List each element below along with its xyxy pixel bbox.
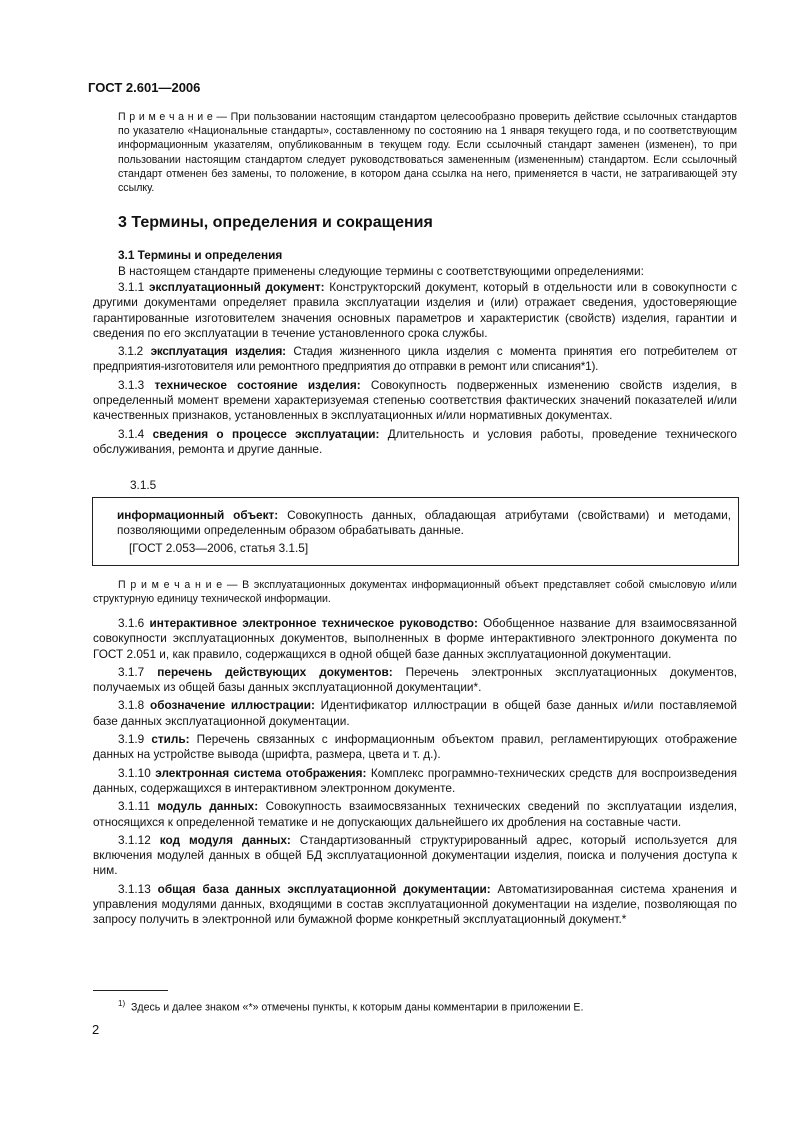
terms-list-2	[93, 616, 737, 928]
term-entry: 3.1.4 сведения о процессе эксплуатации: Длительность и условия работы, проведение технического обслуживания, ремонта и другие данные.	[93, 426, 737, 456]
term-name: электронная система отображения:	[155, 765, 367, 780]
terms-list-1	[93, 280, 737, 457]
term-definition: Совокупность подверженных изменению свойств изделия, в определенный момент времени характеризуемая степенью соответствия фактических значений показателей и/или качественных признаков, установленных в эксплуатационных и/или нормативных документах.	[93, 377, 737, 423]
term-name: сведения о процессе эксплуатации:	[152, 426, 380, 441]
term-name: код модуля данных:	[159, 832, 291, 847]
footnote	[118, 997, 737, 1015]
term-name: общая база данных эксплуатационной документации:	[157, 881, 491, 896]
note-text: — При пользовании настоящим стандартом целесообразно проверить действие ссылочных стандартов по указателю «Национальные стандарты», составленному по состоянию на 1 января текущего года, и по соответствующим информационным указателям, опубликованным в текущем году. Если ссылочный стандарт заменен (изменен), то при пользовании настоящим стандартом следует руководствоваться замененным (измененным) стандартом. Если ссылочный стандарт отменен без замены, то положение, в котором дана ссылка на него, применяется в части, не затрагивающей эту ссылку.	[118, 111, 737, 195]
term-definition: Совокупность данных, обладающая атрибутами (свойствами) и методами, позволяющими определенным образом обрабатывать данные.	[117, 508, 731, 538]
term-entry: 3.1.2 эксплуатация изделия: Стадия жизненного цикла изделия с момента принятия его потребителем от предприятия-изготовителя или ремонтного предприятия до отправки в ремонт или списания*1).	[93, 344, 737, 374]
term-source-reference: [ГОСТ 2.053—2006, статья 3.1.5]	[129, 541, 309, 555]
footnote-mark: 1)	[118, 999, 126, 1008]
term-entry: 3.1.9 стиль: Перечень связанных с информационным объектом правил, регламентирующих отображение данных на устройстве вывода (шрифта, размера, цвета и т. д.).	[93, 732, 738, 762]
note-label: П р и м е ч а н и е	[118, 111, 213, 123]
term-number-315: 3.1.5	[130, 478, 157, 492]
term-definition: Стандартизованный структурированный адрес, который используется для включения модулей данных в общей БД эксплуатационной документации изделия, поиска и получения доступа к ним.	[93, 832, 737, 878]
subsection-intro: В настоящем стандарте применены следующие термины с соответствующими определениями:	[118, 264, 644, 278]
term-name: техническое состояние изделия:	[154, 377, 361, 392]
term-name: интерактивное электронное техническое руководство:	[149, 616, 478, 630]
note-label: П р и м е ч а н и е	[118, 579, 223, 591]
document-header: ГОСТ 2.601—2006	[88, 80, 201, 95]
term-definition: Перечень связанных с информационным объектом правил, регламентирующих отображение данных на устройстве вывода (шрифта, размера, цвета и т. д.).	[93, 732, 738, 762]
note-text: — В эксплуатационных документах информационный объект представляет собой смысловую и/или структурную единицу технической информации.	[93, 579, 737, 606]
term-name: эксплуатация изделия:	[150, 344, 286, 359]
term-name: обозначение иллюстрации:	[150, 698, 315, 713]
term-entry: 3.1.1 эксплуатационный документ: Конструкторский документ, который в отдельности или в совокупности с другими документами определяет правила эксплуатации изделия и (или) отражает сведения, удостоверяющие гарантированные изготовителем значения основных параметров и характеристик (свойств) изделия, гарантии и сведения по его эксплуатации в течение установленного срока службы.	[93, 280, 738, 340]
term-entry: 3.1.6 интерактивное электронное техническое руководство: Обобщенное название для взаимосвязанной совокупности эксплуатационных документов, выполненных в форме интерактивного электронного документа по ГОСТ 2.051 и, как правило, содержащихся в одной общей базе данных эксплуатационной документации.	[93, 616, 737, 661]
term-entry: 3.1.3 техническое состояние изделия: Совокупность подверженных изменению свойств изделия, в определенный момент времени характеризуемая степенью соответствия фактических значений показателей и/или качественных признаков, установленных в эксплуатационных и/или нормативных документах.	[93, 377, 737, 423]
note-reference-standards	[118, 110, 737, 195]
term-entry: 3.1.11 модуль данных: Совокупность взаимосвязанных технических сведений по эксплуатации изделия, относящихся к определенной тематике и не допускающих дальнейшего их дробления на составные части.	[93, 799, 738, 829]
section-title: 3 Термины, определения и сокращения	[118, 214, 433, 231]
term-definition: Автоматизированная система хранения и управления модулями данных, входящими в состав эксплуатационной документации на изделие, позволяющая по запросу получить в электронной или бумажной форме конкретный эксплуатационный документ.*	[93, 881, 738, 927]
term-entry: 3.1.12 код модуля данных: Стандартизованный структурированный адрес, который используется для включения модулей данных в общей БД эксплуатационной документации изделия, поиска и получения доступа к ним.	[93, 832, 737, 878]
term-name: информационный объект:	[117, 508, 279, 522]
term-entry: 3.1.13 общая база данных эксплуатационной документации: Автоматизированная система хранения и управления модулями данных, входящими в состав эксплуатационной документации на изделие, позволяющая по запросу получить в электронной или бумажной форме конкретный эксплуатационный документ.*	[93, 881, 738, 927]
term-name: стиль:	[151, 732, 190, 747]
quoted-term-text	[117, 508, 731, 539]
term-definition: Длительность и условия работы, проведение технического обслуживания, ремонта и другие данные.	[93, 426, 737, 456]
footnote-divider	[93, 990, 168, 991]
note-information-object	[93, 578, 737, 606]
term-name: модуль данных:	[157, 799, 259, 814]
subsection-title: 3.1 Термины и определения	[118, 248, 283, 262]
quoted-term-box	[92, 497, 739, 566]
footnote-text: Здесь и далее знаком «*» отмечены пункты, к которым даны комментарии в приложении Е.	[131, 1001, 584, 1014]
term-definition: Обобщенное название для взаимосвязанной совокупности эксплуатационных документов, выполненных в форме интерактивного электронного документа по ГОСТ 2.051 и, как правило, содержащихся в одной общей базе данных эксплуатационной документации.	[93, 616, 737, 661]
term-definition: Конструкторский документ, который в отдельности или в совокупности с другими документами определяет правила эксплуатации изделия и (или) отражает сведения, удостоверяющие гарантированные изготовителем значения основных параметров и характеристик (свойств) изделия, гарантии и сведения по его эксплуатации в течение установленного срока службы.	[93, 280, 738, 340]
term-definition: Перечень электронных эксплуатационных документов, получаемых из общей базы данных эксплуатационной документации*.	[93, 664, 737, 695]
term-entry: 3.1.7 перечень действующих документов: Перечень электронных эксплуатационных документов, получаемых из общей базы данных эксплуатационной документации*.	[93, 664, 737, 695]
term-definition: Совокупность взаимосвязанных технических сведений по эксплуатации изделия, относящихся к определенной тематике и не допускающих дальнейшего их дробления на составные части.	[93, 799, 738, 829]
term-entry: 3.1.8 обозначение иллюстрации: Идентификатор иллюстрации в общей базе данных и/или поставляемой базе данных эксплуатационной документации.	[93, 698, 738, 728]
term-definition: Идентификатор иллюстрации в общей базе данных и/или поставляемой базе данных эксплуатационной документации.	[93, 698, 738, 728]
term-definition: Стадия жизненного цикла изделия с момента принятия его потребителем от предприятия-изготовителя или ремонтного предприятия до отправки в ремонт или списания*1).	[93, 344, 737, 374]
page-number: 2	[92, 1022, 100, 1037]
term-name: перечень действующих документов:	[157, 664, 393, 679]
term-entry: 3.1.10 электронная система отображения: Комплекс программно-технических средств для воспроизведения данных, содержащихся в интерактивном электронном документе.	[93, 765, 738, 795]
term-name: эксплуатационный документ:	[148, 280, 325, 294]
term-definition: Комплекс программно-технических средств для воспроизведения данных, содержащихся в интерактивном электронном документе.	[93, 765, 738, 795]
